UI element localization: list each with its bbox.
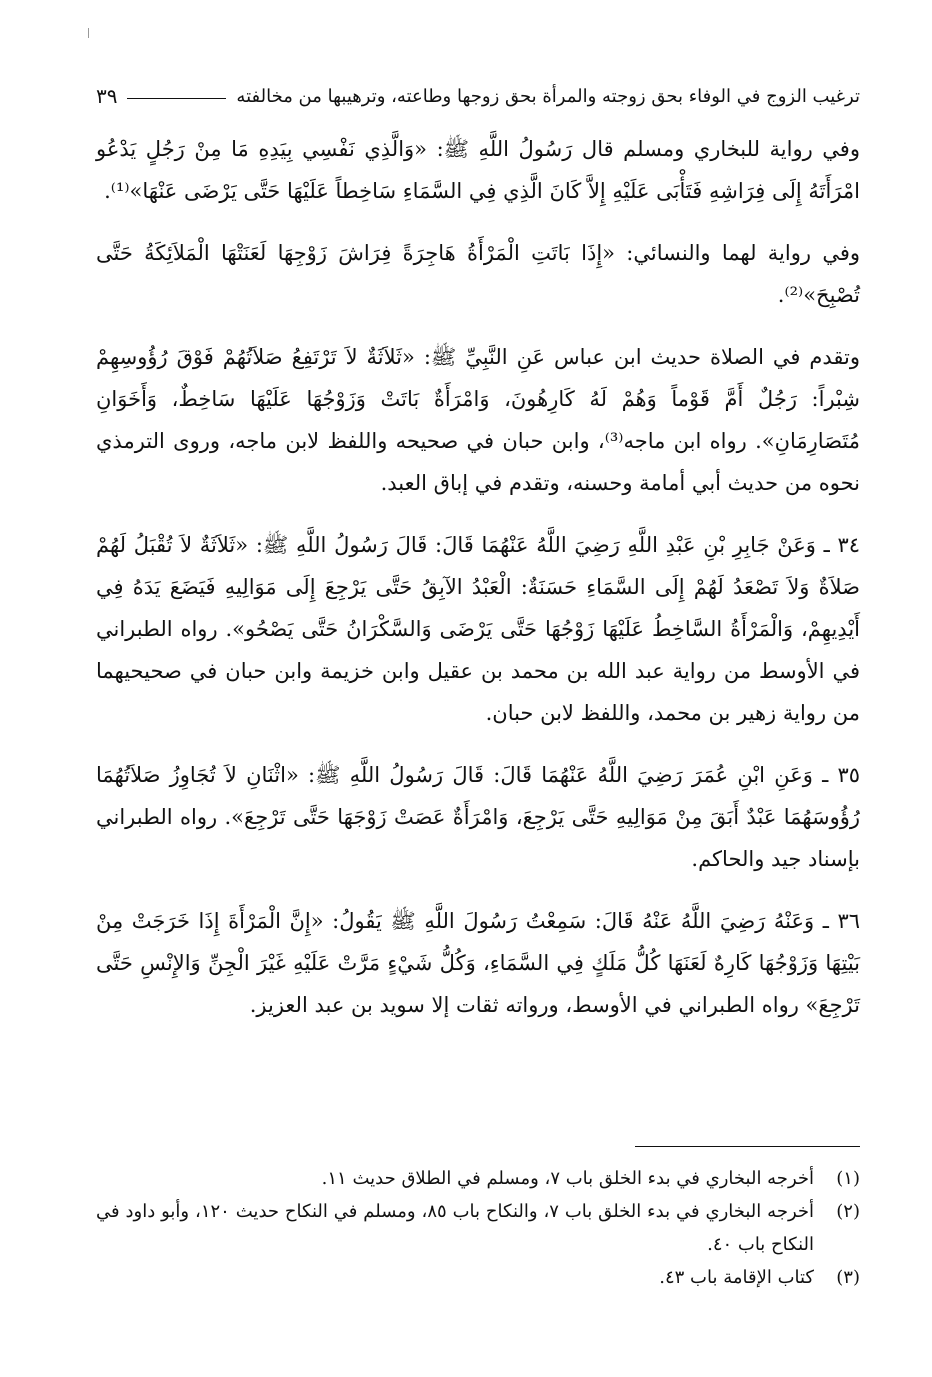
footnote-mark: (١) (836, 1168, 860, 1189)
footnote-1 (96, 1162, 860, 1195)
header-title: ترغيب الزوج في الوفاء بحق زوجته والمرأة بحق زوجها وطاعته، وترهيبها من مخالفته (236, 85, 860, 107)
footnote-text: أخرجه البخاري في بدء الخلق باب ٧، والنكاح باب ٨٥، ومسلم في النكاح حديث ١٢٠، وأبو داود في النكاح باب ٤٠. (96, 1201, 815, 1255)
header-rule (127, 98, 226, 99)
page-number: ٣٩ (96, 84, 118, 108)
footnotes (96, 1162, 860, 1294)
hadith-34: ٣٤ ـ وَعَنْ جَابِرِ بْنِ عَبْدِ اللَّهِ رَضِيَ اللَّهُ عَنْهُمَا قَالَ: قَالَ رَسُولُ اللَّهِ ﷺ: «ثَلاَثَةٌ لاَ تُقْبَلُ لَهُمْ صَلاَةٌ وَلاَ تَصْعَدُ لَهُمْ إِلَى السَّمَاءِ حَسَنَةٌ: الْعَبْدُ الآبِقُ حَتَّى يَرْجِعَ إِلَى مَوَالِيهِ فَيَضَعَ يَدَهُ فِي أَيْدِيهِمْ، وَالْمَرْأَةُ السَّاخِطُ عَلَيْهَا زَوْجُهَا حَتَّى يَرْضَى وَالسَّكْرَانُ حَتَّى يَصْحُو». رواه الطبراني في الأوسط من رواية عبد الله بن محمد بن عقيل وابن خزيمة وابن حبان في صحيحيهما من رواية زهير بن محمد، واللفظ لابن حبان. (96, 533, 860, 725)
footnote-2 (96, 1195, 860, 1261)
footnote-mark: (٢) (836, 1201, 860, 1222)
footnote-mark: (٣) (836, 1267, 860, 1288)
footnote-3 (96, 1261, 860, 1294)
running-header (96, 80, 860, 112)
footnote-separator (635, 1146, 860, 1147)
scan-edge-mark (88, 28, 89, 38)
hadith-36: ٣٦ ـ وَعَنْهُ رَضِيَ اللَّهُ عَنْهُ قَالَ: سَمِعْتُ رَسُولَ اللَّهِ ﷺ يَقُولُ: «إِنَّ الْمَرْأَةَ إِذَا خَرَجَتْ مِنْ بَيْتِهَا وَزَوْجُهَا كَارِهٌ لَعَنَهَا كُلُّ مَلَكٍ فِي السَّمَاءِ، وَكُلُّ شَيْءٍ مَرَّتْ عَلَيْهِ غَيْرَ الْجِنِّ وَالإِنْسِ حَتَّى تَرْجِعَ» رواه الطبراني في الأوسط، ورواته ثقات إلا سويد بن عبد العزيز. (96, 909, 860, 1017)
paragraph-3: وتقدم في الصلاة حديث ابن عباس عَنِ النَّبِيِّ ﷺ: «ثَلاَثَةٌ لاَ تَرْتَفِعُ صَلاَتُهُمْ فَوْقَ رُؤُوسِهِمْ شِبْراً: رَجُلٌ أَمَّ قَوْماً وَهُمْ لَهُ كَارِهُونَ، وَامْرَأَةٌ بَاتَتْ وَزَوْجُهَا عَلَيْهَا سَاخِطٌ، وَأَخَوَانِ مُتَصَارِمَانِ». رواه ابن ماجه⁽³⁾، وابن حبان في صحيحه واللفظ لابن ماجه، وروى الترمذي نحوه من حديث أبي أمامة وحسنه، وتقدم في إباق العبد. (96, 345, 860, 495)
main-text (96, 128, 860, 1046)
hadith-35: ٣٥ ـ وَعَنِ ابْنِ عُمَرَ رَضِيَ اللَّهُ عَنْهُمَا قَالَ: قَالَ رَسُولُ اللَّهِ ﷺ: «اثْنَانِ لاَ تُجَاوِزُ صَلاَتُهُمَا رُؤُوسَهُمَا عَبْدٌ أَبَقَ مِنْ مَوَالِيهِ حَتَّى يَرْجِعَ، وَامْرَأَةٌ عَصَتْ زَوْجَهَا حَتَّى تَرْجِعَ». رواه الطبراني بإسناد جيد والحاكم. (96, 763, 860, 871)
footnote-text: أخرجه البخاري في بدء الخلق باب ٧، ومسلم في الطلاق حديث ١١. (321, 1168, 814, 1189)
paragraph-1: وفي رواية للبخاري ومسلم قال رَسُولُ اللَّهِ ﷺ: «وَالَّذِي نَفْسِي بِيَدِهِ مَا مِنْ رَجُلٍ يَدْعُو امْرَأَتَهُ إِلَى فِرَاشِهِ فَتَأْبَى عَلَيْهِ إِلاَّ كَانَ الَّذِي فِي السَّمَاءِ سَاخِطاً عَلَيْهَا حَتَّى يَرْضَى عَنْهَا»⁽¹⁾. (96, 137, 860, 203)
footnote-text: كتاب الإقامة باب ٤٣. (659, 1267, 814, 1288)
paragraph-2: وفي رواية لهما والنسائي: «إِذَا بَاتَتِ الْمَرْأَةُ هَاجِرَةً فِرَاشَ زَوْجِهَا لَعَنَتْهَا الْمَلاَئِكَةُ حَتَّى تُصْبِحَ»⁽²⁾. (96, 241, 860, 307)
